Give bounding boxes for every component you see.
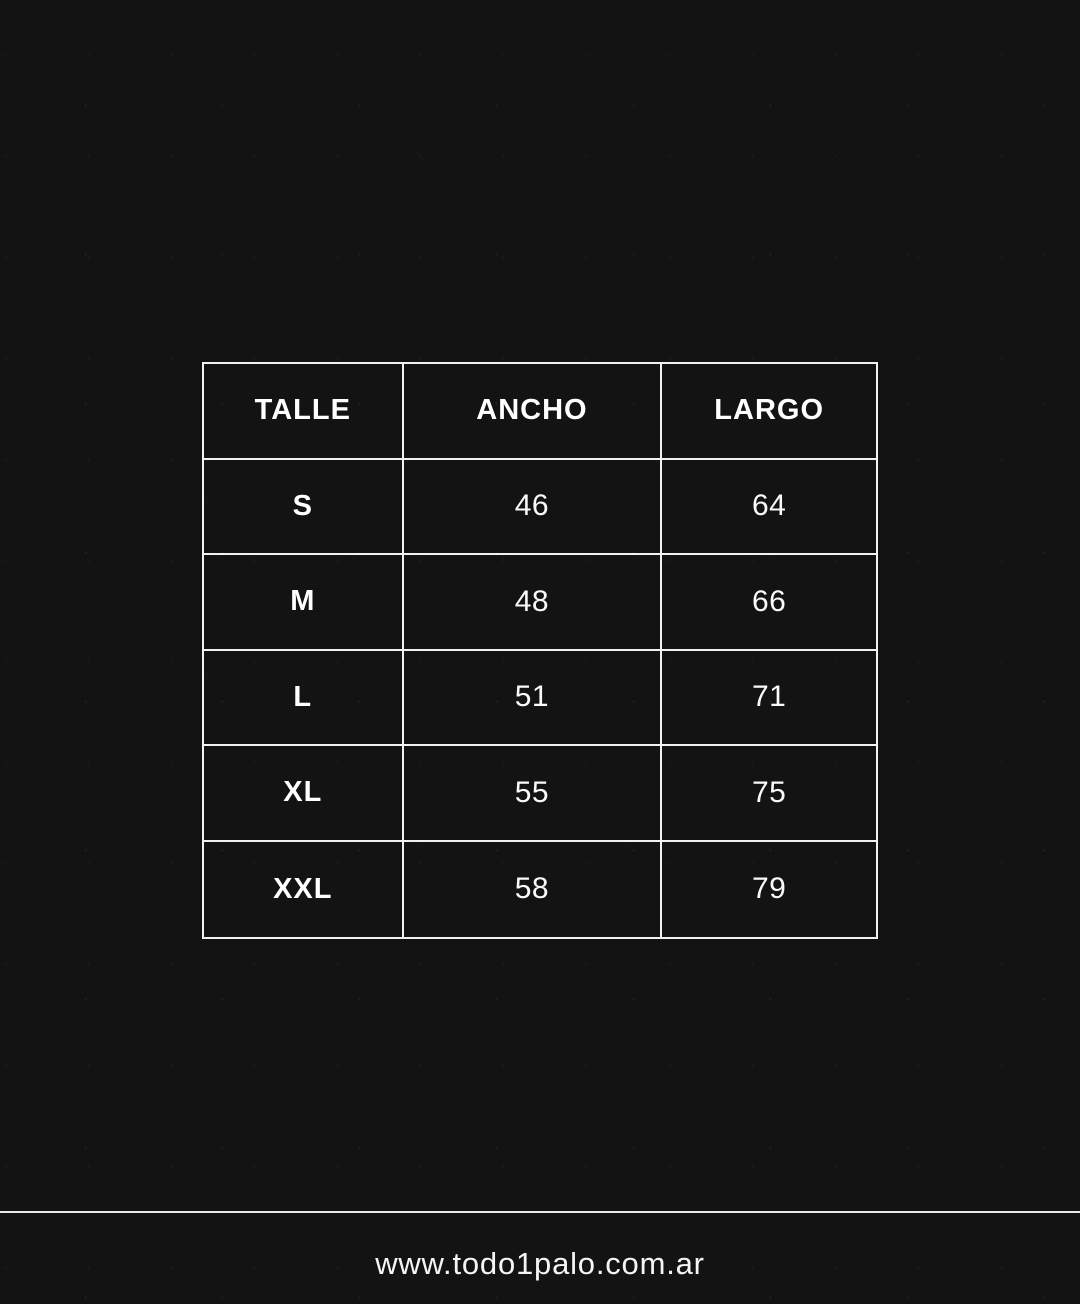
header-cell-ancho: ANCHO (404, 364, 663, 460)
ancho-cell: 55 (404, 746, 663, 842)
ancho-cell: 51 (404, 651, 663, 747)
size-cell: XXL (204, 842, 404, 938)
ancho-cell: 46 (404, 460, 663, 556)
size-cell: M (204, 555, 404, 651)
ancho-cell: 58 (404, 842, 663, 938)
size-cell: XL (204, 746, 404, 842)
size-cell: L (204, 651, 404, 747)
largo-cell: 75 (662, 746, 876, 842)
ancho-cell: 48 (404, 555, 663, 651)
largo-cell: 79 (751, 872, 787, 906)
website-url: www.todo1palo.com.ar (375, 1246, 705, 1281)
size-table (202, 362, 878, 939)
size-cell: S (204, 460, 404, 556)
header-cell-largo: LARGO (662, 364, 876, 460)
largo-cell: 64 (662, 460, 876, 556)
footer-divider-line (0, 1211, 1080, 1213)
largo-cell: 66 (662, 555, 876, 651)
largo-cell: 71 (662, 651, 876, 747)
header-cell-talle: TALLE (204, 364, 404, 460)
